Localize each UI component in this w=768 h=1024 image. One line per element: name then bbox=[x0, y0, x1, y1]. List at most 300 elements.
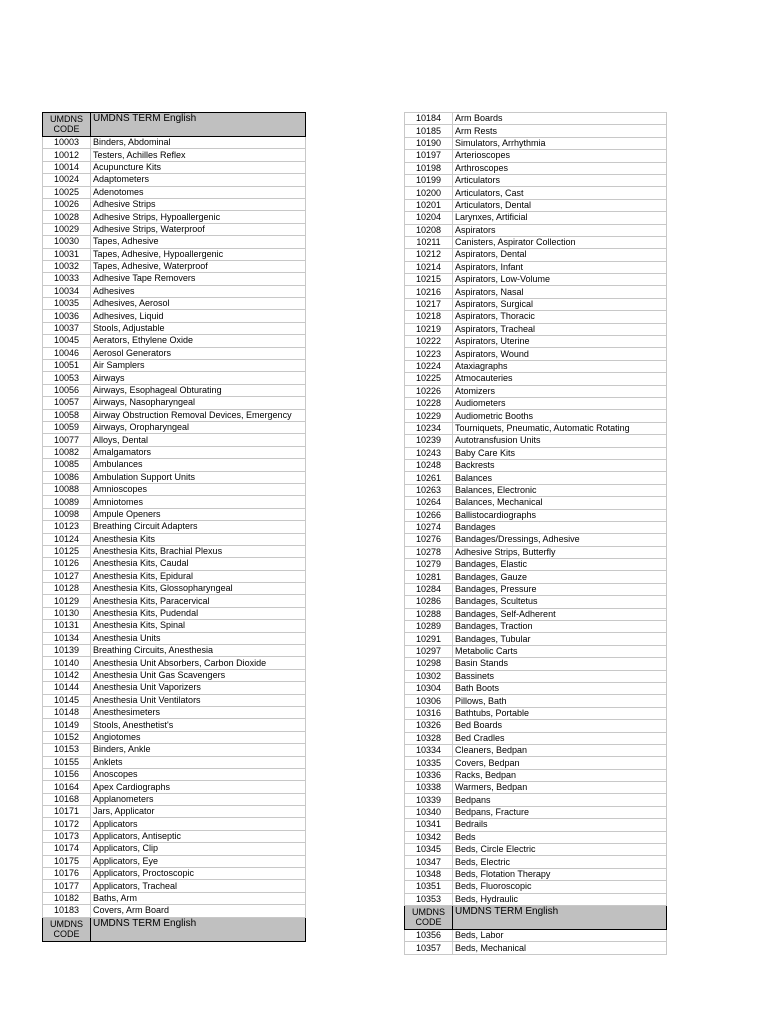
row-code: 10174 bbox=[43, 843, 91, 855]
row-term: Anoscopes bbox=[91, 768, 306, 780]
row-term: Beds, Flotation Therapy bbox=[453, 868, 667, 880]
row-term: Simulators, Arrhythmia bbox=[453, 137, 667, 149]
row-code: 10225 bbox=[405, 373, 453, 385]
row-code: 10223 bbox=[405, 348, 453, 360]
row-term: Apex Cardiographs bbox=[91, 781, 306, 793]
row-code: 10144 bbox=[43, 682, 91, 694]
table-row bbox=[43, 508, 306, 520]
row-term: Anklets bbox=[91, 756, 306, 768]
row-term: Jars, Applicator bbox=[91, 806, 306, 818]
row-code: 10148 bbox=[43, 706, 91, 718]
table-row bbox=[43, 756, 306, 768]
table-row bbox=[43, 322, 306, 334]
row-term: Alloys, Dental bbox=[91, 434, 306, 446]
row-code: 10219 bbox=[405, 323, 453, 335]
row-code: 10347 bbox=[405, 856, 453, 868]
table-row bbox=[405, 794, 667, 806]
row-term: Beds, Labor bbox=[453, 930, 667, 942]
row-term: Tapes, Adhesive, Waterproof bbox=[91, 260, 306, 272]
row-term: Adhesive Strips, Butterfly bbox=[453, 546, 667, 558]
row-code: 10199 bbox=[405, 174, 453, 186]
row-term: Articulators, Dental bbox=[453, 199, 667, 211]
row-code: 10130 bbox=[43, 607, 91, 619]
row-code: 10086 bbox=[43, 471, 91, 483]
row-code: 10033 bbox=[43, 273, 91, 285]
table-row bbox=[43, 892, 306, 904]
row-term: Arm Boards bbox=[453, 113, 667, 125]
table-row bbox=[43, 533, 306, 545]
row-code: 10357 bbox=[405, 942, 453, 954]
row-code: 10172 bbox=[43, 818, 91, 830]
table-row bbox=[405, 658, 667, 670]
umdns-table-right bbox=[404, 112, 667, 955]
table-row bbox=[405, 348, 667, 360]
row-term: Arthroscopes bbox=[453, 162, 667, 174]
row-term: Aerators, Ethylene Oxide bbox=[91, 335, 306, 347]
row-term: Bandages, Traction bbox=[453, 621, 667, 633]
row-code: 10152 bbox=[43, 731, 91, 743]
row-code: 10226 bbox=[405, 385, 453, 397]
table-row bbox=[405, 844, 667, 856]
table-row bbox=[43, 434, 306, 446]
row-code: 10051 bbox=[43, 360, 91, 372]
row-term: Anesthesia Units bbox=[91, 632, 306, 644]
row-term: Ampule Openers bbox=[91, 508, 306, 520]
table-row bbox=[405, 373, 667, 385]
row-code: 10266 bbox=[405, 509, 453, 521]
table-row bbox=[43, 285, 306, 297]
row-term: Bedrails bbox=[453, 819, 667, 831]
table-row bbox=[43, 793, 306, 805]
table-row bbox=[405, 397, 667, 409]
row-code: 10218 bbox=[405, 311, 453, 323]
row-code: 10216 bbox=[405, 286, 453, 298]
table-row bbox=[43, 174, 306, 186]
table-row bbox=[43, 868, 306, 880]
row-code: 10284 bbox=[405, 583, 453, 595]
row-term: Amalgamators bbox=[91, 446, 306, 458]
table-row bbox=[405, 125, 667, 137]
table-row bbox=[405, 311, 667, 323]
table-row bbox=[43, 347, 306, 359]
row-code: 10056 bbox=[43, 384, 91, 396]
table-row bbox=[405, 942, 667, 954]
table-row bbox=[405, 410, 667, 422]
row-code: 10053 bbox=[43, 372, 91, 384]
row-code: 10127 bbox=[43, 570, 91, 582]
table-row bbox=[405, 930, 667, 942]
row-term: Aspirators, Wound bbox=[453, 348, 667, 360]
row-code: 10142 bbox=[43, 669, 91, 681]
table-row bbox=[43, 706, 306, 718]
table-row bbox=[405, 422, 667, 434]
row-term: Baths, Arm bbox=[91, 892, 306, 904]
row-code: 10297 bbox=[405, 645, 453, 657]
table-row bbox=[43, 459, 306, 471]
row-code: 10248 bbox=[405, 459, 453, 471]
table-row bbox=[43, 446, 306, 458]
table-row bbox=[405, 509, 667, 521]
table-row bbox=[43, 620, 306, 632]
table-row bbox=[405, 447, 667, 459]
row-code: 10124 bbox=[43, 533, 91, 545]
row-code: 10306 bbox=[405, 695, 453, 707]
table-row bbox=[43, 880, 306, 892]
header-code: UMDNS CODE bbox=[43, 917, 91, 941]
row-term: Adenotomes bbox=[91, 186, 306, 198]
row-term: Aspirators, Low-Volume bbox=[453, 274, 667, 286]
row-code: 10348 bbox=[405, 868, 453, 880]
table-row bbox=[405, 298, 667, 310]
row-term: Adhesive Strips bbox=[91, 198, 306, 210]
row-code: 10204 bbox=[405, 212, 453, 224]
table-row bbox=[43, 360, 306, 372]
row-term: Airways, Nasopharyngeal bbox=[91, 397, 306, 409]
table-header-row bbox=[405, 906, 667, 930]
row-code: 10046 bbox=[43, 347, 91, 359]
row-term: Adhesive Tape Removers bbox=[91, 273, 306, 285]
table-row bbox=[405, 323, 667, 335]
table-row bbox=[405, 621, 667, 633]
row-code: 10014 bbox=[43, 161, 91, 173]
row-term: Anesthesia Kits, Caudal bbox=[91, 558, 306, 570]
table-row bbox=[43, 744, 306, 756]
table-row bbox=[405, 484, 667, 496]
header-code: UMDNS CODE bbox=[405, 906, 453, 930]
table-row bbox=[43, 409, 306, 421]
row-code: 10145 bbox=[43, 694, 91, 706]
row-code: 10291 bbox=[405, 633, 453, 645]
row-code: 10182 bbox=[43, 892, 91, 904]
row-code: 10082 bbox=[43, 446, 91, 458]
table-row bbox=[43, 273, 306, 285]
row-term: Binders, Abdominal bbox=[91, 137, 306, 149]
table-row bbox=[43, 236, 306, 248]
row-term: Bed Cradles bbox=[453, 732, 667, 744]
row-code: 10328 bbox=[405, 732, 453, 744]
table-row bbox=[43, 496, 306, 508]
table-row bbox=[405, 819, 667, 831]
row-term: Anesthesia Kits, Pudendal bbox=[91, 607, 306, 619]
table-row bbox=[405, 137, 667, 149]
row-term: Stools, Anesthetist's bbox=[91, 719, 306, 731]
row-term: Aspirators, Nasal bbox=[453, 286, 667, 298]
row-code: 10030 bbox=[43, 236, 91, 248]
row-code: 10031 bbox=[43, 248, 91, 260]
table-row bbox=[405, 534, 667, 546]
row-term: Applicators, Eye bbox=[91, 855, 306, 867]
row-code: 10224 bbox=[405, 360, 453, 372]
row-code: 10263 bbox=[405, 484, 453, 496]
table-row bbox=[405, 199, 667, 211]
row-code: 10123 bbox=[43, 521, 91, 533]
table-row bbox=[405, 782, 667, 794]
row-code: 10288 bbox=[405, 608, 453, 620]
row-term: Bath Boots bbox=[453, 682, 667, 694]
row-code: 10085 bbox=[43, 459, 91, 471]
row-term: Anesthesia Unit Vaporizers bbox=[91, 682, 306, 694]
row-term: Balances, Electronic bbox=[453, 484, 667, 496]
row-code: 10198 bbox=[405, 162, 453, 174]
row-term: Anesthesia Kits, Epidural bbox=[91, 570, 306, 582]
row-term: Tourniquets, Pneumatic, Automatic Rotating bbox=[453, 422, 667, 434]
row-code: 10243 bbox=[405, 447, 453, 459]
row-term: Metabolic Carts bbox=[453, 645, 667, 657]
row-term: Airways bbox=[91, 372, 306, 384]
row-term: Arterioscopes bbox=[453, 150, 667, 162]
row-term: Basin Stands bbox=[453, 658, 667, 670]
header-code: UMDNS CODE bbox=[43, 113, 91, 137]
row-term: Adhesive Strips, Hypoallergenic bbox=[91, 211, 306, 223]
table-row bbox=[43, 397, 306, 409]
table-row bbox=[405, 274, 667, 286]
row-code: 10281 bbox=[405, 571, 453, 583]
row-code: 10029 bbox=[43, 223, 91, 235]
row-term: Amniotomes bbox=[91, 496, 306, 508]
table-row bbox=[43, 248, 306, 260]
row-term: Bandages, Scultetus bbox=[453, 596, 667, 608]
table-row bbox=[405, 645, 667, 657]
row-term: Angiotomes bbox=[91, 731, 306, 743]
row-code: 10026 bbox=[43, 198, 91, 210]
table-row bbox=[43, 149, 306, 161]
row-term: Bandages, Pressure bbox=[453, 583, 667, 595]
row-term: Airways, Oropharyngeal bbox=[91, 421, 306, 433]
row-code: 10228 bbox=[405, 397, 453, 409]
row-code: 10012 bbox=[43, 149, 91, 161]
row-code: 10035 bbox=[43, 298, 91, 310]
row-term: Anesthesia Kits bbox=[91, 533, 306, 545]
row-term: Bandages, Self-Adherent bbox=[453, 608, 667, 620]
table-row bbox=[43, 855, 306, 867]
row-term: Stools, Adjustable bbox=[91, 322, 306, 334]
row-code: 10217 bbox=[405, 298, 453, 310]
row-term: Atmocauteries bbox=[453, 373, 667, 385]
row-term: Beds, Hydraulic bbox=[453, 893, 667, 905]
row-term: Bandages, Gauze bbox=[453, 571, 667, 583]
row-term: Racks, Bedpan bbox=[453, 769, 667, 781]
row-term: Aspirators, Dental bbox=[453, 249, 667, 261]
row-term: Bed Boards bbox=[453, 720, 667, 732]
table-row bbox=[405, 707, 667, 719]
row-code: 10340 bbox=[405, 806, 453, 818]
table-row bbox=[43, 372, 306, 384]
row-code: 10128 bbox=[43, 583, 91, 595]
row-term: Warmers, Bedpan bbox=[453, 782, 667, 794]
row-term: Adhesives, Liquid bbox=[91, 310, 306, 322]
table-row bbox=[405, 187, 667, 199]
row-term: Articulators, Cast bbox=[453, 187, 667, 199]
row-code: 10134 bbox=[43, 632, 91, 644]
row-term: Adaptometers bbox=[91, 174, 306, 186]
row-term: Audiometric Booths bbox=[453, 410, 667, 422]
table-row bbox=[405, 385, 667, 397]
row-term: Pillows, Bath bbox=[453, 695, 667, 707]
row-code: 10140 bbox=[43, 657, 91, 669]
row-code: 10089 bbox=[43, 496, 91, 508]
row-code: 10058 bbox=[43, 409, 91, 421]
table-row bbox=[43, 161, 306, 173]
table-row bbox=[43, 298, 306, 310]
table-row bbox=[43, 260, 306, 272]
row-code: 10139 bbox=[43, 645, 91, 657]
row-code: 10175 bbox=[43, 855, 91, 867]
header-term: UMDNS TERM English bbox=[91, 113, 306, 137]
row-term: Testers, Achilles Reflex bbox=[91, 149, 306, 161]
table-row bbox=[405, 162, 667, 174]
row-code: 10356 bbox=[405, 930, 453, 942]
table-row bbox=[405, 472, 667, 484]
row-term: Aspirators, Surgical bbox=[453, 298, 667, 310]
row-term: Aspirators, Thoracic bbox=[453, 311, 667, 323]
row-term: Aspirators bbox=[453, 224, 667, 236]
table-row bbox=[405, 336, 667, 348]
table-row bbox=[43, 731, 306, 743]
row-term: Ballistocardiographs bbox=[453, 509, 667, 521]
row-term: Covers, Bedpan bbox=[453, 757, 667, 769]
row-term: Ambulances bbox=[91, 459, 306, 471]
row-code: 10304 bbox=[405, 682, 453, 694]
row-code: 10264 bbox=[405, 497, 453, 509]
row-term: Breathing Circuits, Anesthesia bbox=[91, 645, 306, 657]
table-row bbox=[43, 570, 306, 582]
table-row bbox=[43, 521, 306, 533]
row-code: 10155 bbox=[43, 756, 91, 768]
row-code: 10334 bbox=[405, 744, 453, 756]
row-code: 10302 bbox=[405, 670, 453, 682]
row-term: Adhesives bbox=[91, 285, 306, 297]
row-term: Airways, Esophageal Obturating bbox=[91, 384, 306, 396]
row-code: 10239 bbox=[405, 435, 453, 447]
row-term: Balances bbox=[453, 472, 667, 484]
row-code: 10185 bbox=[405, 125, 453, 137]
table-row bbox=[405, 732, 667, 744]
row-code: 10164 bbox=[43, 781, 91, 793]
row-term: Beds, Electric bbox=[453, 856, 667, 868]
row-code: 10036 bbox=[43, 310, 91, 322]
row-code: 10274 bbox=[405, 521, 453, 533]
row-term: Breathing Circuit Adapters bbox=[91, 521, 306, 533]
row-term: Applicators, Proctoscopic bbox=[91, 868, 306, 880]
table-row bbox=[43, 607, 306, 619]
row-code: 10153 bbox=[43, 744, 91, 756]
row-term: Aerosol Generators bbox=[91, 347, 306, 359]
row-code: 10353 bbox=[405, 893, 453, 905]
table-row bbox=[405, 435, 667, 447]
row-code: 10289 bbox=[405, 621, 453, 633]
row-code: 10234 bbox=[405, 422, 453, 434]
row-term: Bassinets bbox=[453, 670, 667, 682]
row-code: 10215 bbox=[405, 274, 453, 286]
table-row bbox=[43, 781, 306, 793]
row-code: 10279 bbox=[405, 559, 453, 571]
row-code: 10168 bbox=[43, 793, 91, 805]
row-term: Amnioscopes bbox=[91, 483, 306, 495]
table-row bbox=[43, 223, 306, 235]
row-term: Applicators, Antiseptic bbox=[91, 830, 306, 842]
row-term: Applicators, Tracheal bbox=[91, 880, 306, 892]
table-row bbox=[405, 224, 667, 236]
row-code: 10222 bbox=[405, 336, 453, 348]
table-row bbox=[405, 249, 667, 261]
table-row bbox=[405, 868, 667, 880]
table-row bbox=[43, 595, 306, 607]
row-code: 10088 bbox=[43, 483, 91, 495]
row-term: Applicators, Clip bbox=[91, 843, 306, 855]
table-row bbox=[43, 768, 306, 780]
table-row bbox=[405, 521, 667, 533]
row-code: 10176 bbox=[43, 868, 91, 880]
row-term: Canisters, Aspirator Collection bbox=[453, 236, 667, 248]
table-row bbox=[43, 682, 306, 694]
table-row bbox=[43, 583, 306, 595]
row-code: 10341 bbox=[405, 819, 453, 831]
table-row bbox=[405, 881, 667, 893]
row-code: 10028 bbox=[43, 211, 91, 223]
row-term: Articulators bbox=[453, 174, 667, 186]
table-row bbox=[405, 831, 667, 843]
row-term: Anesthesimeters bbox=[91, 706, 306, 718]
table-row bbox=[43, 632, 306, 644]
row-term: Larynxes, Artificial bbox=[453, 212, 667, 224]
row-term: Anesthesia Kits, Brachial Plexus bbox=[91, 545, 306, 557]
table-row bbox=[43, 335, 306, 347]
table-row bbox=[405, 720, 667, 732]
table-row bbox=[405, 633, 667, 645]
row-code: 10214 bbox=[405, 261, 453, 273]
table-row bbox=[405, 670, 667, 682]
row-code: 10125 bbox=[43, 545, 91, 557]
row-code: 10339 bbox=[405, 794, 453, 806]
row-code: 10098 bbox=[43, 508, 91, 520]
table-row bbox=[43, 545, 306, 557]
table-row bbox=[405, 856, 667, 868]
table-row bbox=[43, 806, 306, 818]
row-term: Beds bbox=[453, 831, 667, 843]
table-row bbox=[405, 236, 667, 248]
row-term: Atomizers bbox=[453, 385, 667, 397]
row-code: 10024 bbox=[43, 174, 91, 186]
table-row bbox=[405, 893, 667, 905]
row-code: 10342 bbox=[405, 831, 453, 843]
row-code: 10037 bbox=[43, 322, 91, 334]
row-code: 10351 bbox=[405, 881, 453, 893]
table-row bbox=[43, 558, 306, 570]
row-code: 10129 bbox=[43, 595, 91, 607]
row-code: 10286 bbox=[405, 596, 453, 608]
table-row bbox=[405, 113, 667, 125]
table-row bbox=[43, 137, 306, 149]
table-row bbox=[43, 719, 306, 731]
row-term: Aspirators, Tracheal bbox=[453, 323, 667, 335]
row-code: 10326 bbox=[405, 720, 453, 732]
row-code: 10208 bbox=[405, 224, 453, 236]
row-term: Beds, Fluoroscopic bbox=[453, 881, 667, 893]
row-code: 10173 bbox=[43, 830, 91, 842]
row-code: 10171 bbox=[43, 806, 91, 818]
row-code: 10298 bbox=[405, 658, 453, 670]
row-term: Aspirators, Infant bbox=[453, 261, 667, 273]
table-row bbox=[405, 459, 667, 471]
row-code: 10316 bbox=[405, 707, 453, 719]
row-code: 10212 bbox=[405, 249, 453, 261]
row-code: 10278 bbox=[405, 546, 453, 558]
row-code: 10177 bbox=[43, 880, 91, 892]
row-code: 10211 bbox=[405, 236, 453, 248]
row-term: Bandages bbox=[453, 521, 667, 533]
row-term: Beds, Circle Electric bbox=[453, 844, 667, 856]
row-term: Airway Obstruction Removal Devices, Emergency bbox=[91, 409, 306, 421]
